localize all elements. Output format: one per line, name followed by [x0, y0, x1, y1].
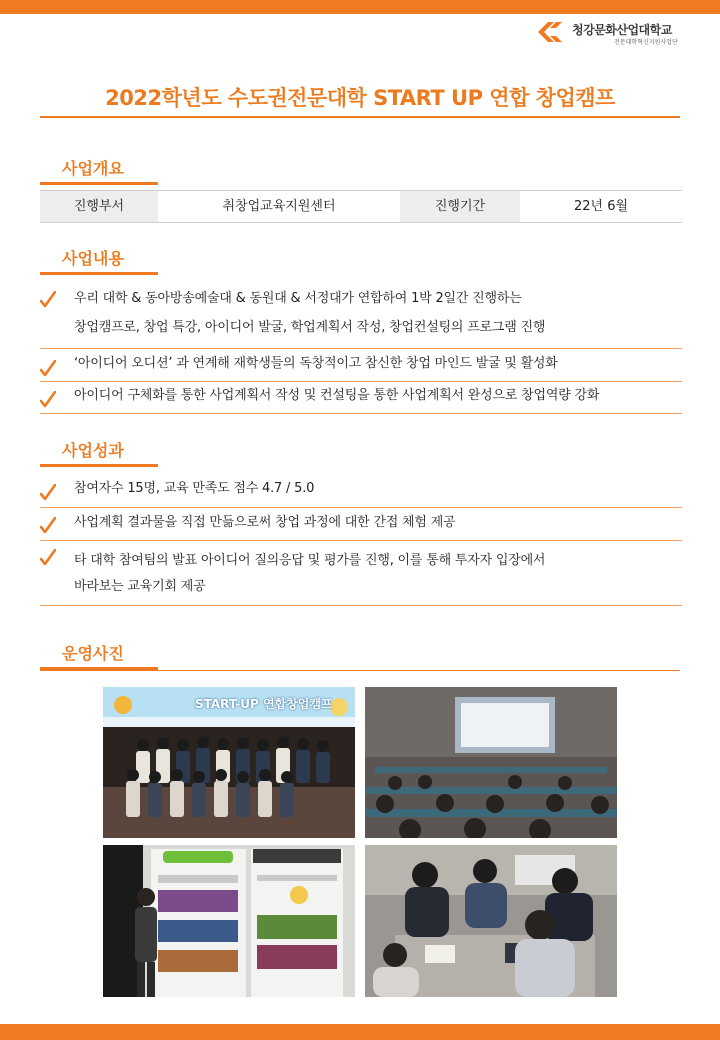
results-item-2: [40, 508, 682, 541]
period-value: 22년 6월: [573, 199, 629, 214]
logo-name: 청강문화산업대학교: [572, 23, 672, 37]
checkmark-icon: [40, 517, 56, 535]
period-header: 진행기간: [400, 191, 520, 222]
content-item-3: [40, 382, 682, 414]
section-results-heading: [40, 438, 158, 468]
section-content-label: 사업내용: [62, 249, 124, 268]
section-underline: [40, 182, 158, 185]
department-value: 취창업교육지원센터: [222, 199, 336, 214]
results-item-1-text: 참여자수 15명, 교육 만족도 점수 4.7 / 5.0: [74, 481, 315, 496]
checkmark-icon: [40, 549, 56, 567]
section-content-heading: [40, 246, 158, 276]
page-title: 2022학년도 수도권전문대학 START UP 연합 창업캠프: [105, 86, 615, 110]
section-overview-heading: [40, 156, 158, 186]
checkmark-icon: [40, 360, 56, 378]
logo-subtitle: 전문대학혁신지원사업단: [614, 39, 678, 46]
group-photo: [103, 687, 355, 838]
content-item-2: [40, 350, 682, 382]
content-item-1: [40, 287, 682, 349]
section-results-label: 사업성과: [62, 441, 124, 460]
team-discussion-photo: [365, 845, 617, 997]
photos-divider: [40, 670, 680, 671]
camp-banner-text: START-UP 연합창업캠프: [195, 697, 333, 711]
content-item-1-line1: 우리 대학 & 동아방송예술대 & 동원대 & 서정대가 연합하여 1박 2일간 진행하는: [74, 291, 522, 306]
college-logo: [534, 20, 714, 48]
lecture-hall-image: [365, 687, 617, 838]
checkmark-icon: [40, 291, 56, 309]
top-accent-bar: [0, 0, 720, 14]
results-item-3-line1: 타 대학 참여팀의 발표 아이디어 질의응답 및 평가를 진행, 이를 통해 투자자 입장에서: [74, 553, 546, 568]
presentation-photo: [103, 845, 355, 997]
lecture-hall-photo: [365, 687, 617, 838]
overview-table: [40, 190, 682, 223]
results-item-3: [40, 541, 682, 606]
results-item-3-line2: 바라보는 교육기회 제공: [74, 579, 206, 594]
content-item-2-text: ‘아이디어 오디션’ 과 연계해 재학생들의 독창적이고 참신한 창업 마인드 발굴 및 활성화: [74, 356, 558, 371]
department-header: 진행부서: [40, 191, 158, 222]
presentation-image: [103, 845, 355, 997]
section-underline: [40, 464, 158, 467]
bottom-accent-bar: [0, 1024, 720, 1040]
content-item-3-text: 아이디어 구체화를 통한 사업계획서 작성 및 컨설팅을 통한 사업계획서 완성으로 창업역량 강화: [74, 388, 600, 403]
section-underline: [40, 272, 158, 275]
team-discussion-image: [365, 845, 617, 997]
content-item-1-line2: 창업캠프로, 창업 특강, 아이디어 발굴, 학업계획서 작성, 창업컨설팅의 프로그램 진행: [74, 320, 546, 335]
results-item-2-text: 사업계획 결과물을 직접 만듦으로써 창업 과정에 대한 간접 체험 제공: [74, 515, 456, 530]
title-divider: [40, 116, 680, 118]
section-photos-heading: [40, 641, 158, 671]
ck-logo-icon: [534, 20, 566, 44]
checkmark-icon: [40, 391, 56, 409]
checkmark-icon: [40, 484, 56, 502]
section-overview-label: 사업개요: [62, 159, 124, 178]
section-photos-label: 운영사진: [62, 644, 124, 663]
results-item-1: [40, 476, 682, 508]
